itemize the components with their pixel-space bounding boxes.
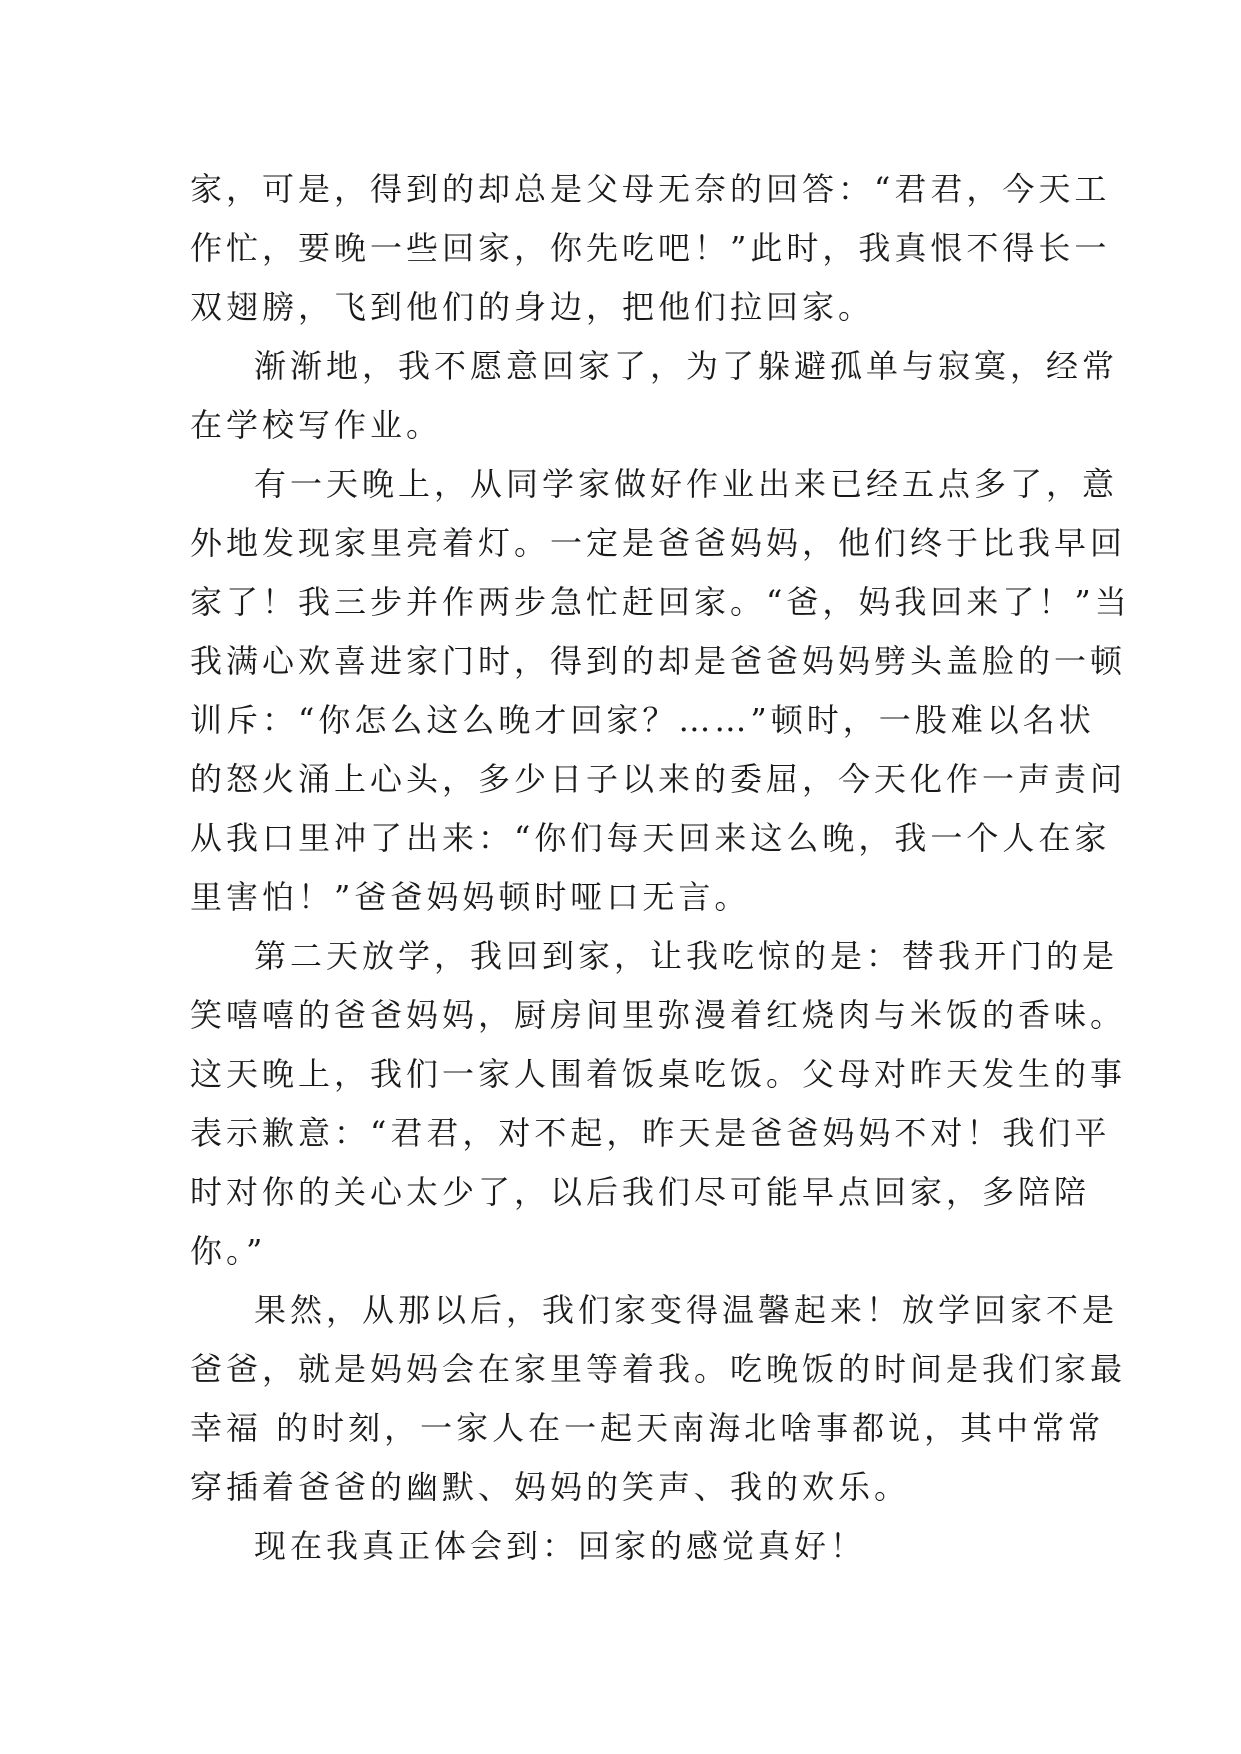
text-line: 从我口里冲了出来：“你们每天回来这么晚，我一个人在家 — [190, 819, 1111, 857]
text-line: 爸爸，就是妈妈会在家里等着我。吃晚饭的时间是我们家最 — [190, 1350, 1127, 1388]
paragraph — [190, 160, 1111, 337]
text-line: 这天晚上，我们一家人围着饭桌吃饭。父母对昨天发生的事 — [190, 1055, 1127, 1093]
text-line: 穿插着爸爸的幽默、妈妈的笑声、我的欢乐。 — [190, 1468, 911, 1506]
text-line: 有一天晚上，从同学家做好作业出来已经五点多了，意 — [254, 465, 1119, 503]
text-line: 家了！我三步并作两步急忙赶回家。“爸，妈我回来了！”当 — [190, 583, 1131, 621]
text-line: 渐渐地，我不愿意回家了，为了躲避孤单与寂寞，经常 — [254, 347, 1119, 385]
text-line: 果然，从那以后，我们家变得温馨起来！放学回家不是 — [254, 1291, 1119, 1329]
text-line: 训斥：“你怎么这么晚才回家？……”顿时，一股难以名状 — [190, 701, 1095, 739]
document-body — [190, 160, 1131, 1576]
text-line: 你。” — [190, 1232, 267, 1270]
text-line: 第二天放学，我回到家，让我吃惊的是：替我开门的是 — [254, 937, 1119, 975]
text-line: 的怒火涌上心头，多少日子以来的委屈，今天化作一声责问 — [190, 760, 1127, 798]
text-line: 家，可是，得到的却总是父母无奈的回答：“君君，今天工 — [190, 170, 1111, 208]
text-line: 表示歉意：“君君，对不起，昨天是爸爸妈妈不对！我们平 — [190, 1114, 1111, 1152]
paragraph — [190, 1281, 1127, 1517]
text-line: 幸福 的时刻，一家人在一起天南海北啥事都说，其中常常 — [190, 1409, 1105, 1447]
text-line: 笑嘻嘻的爸爸妈妈，厨房间里弥漫着红烧肉与米饭的香味。 — [190, 996, 1127, 1034]
text-line: 现在我真正体会到：回家的感觉真好！ — [254, 1527, 867, 1565]
text-line: 在学校写作业。 — [190, 406, 443, 444]
paragraph — [190, 927, 1127, 1281]
text-line: 双翅膀，飞到他们的身边，把他们拉回家。 — [190, 288, 875, 326]
paragraph — [190, 1517, 1060, 1576]
paragraph — [190, 337, 1119, 455]
text-line: 里害怕！”爸爸妈妈顿时哑口无言。 — [190, 878, 751, 916]
text-line: 时对你的关心太少了，以后我们尽可能早点回家，多陪陪 — [190, 1173, 1091, 1211]
text-line: 我满心欢喜进家门时，得到的却是爸爸妈妈劈头盖脸的一顿 — [190, 642, 1127, 680]
paragraph — [190, 455, 1131, 927]
text-line: 作忙，要晚一些回家，你先吃吧！”此时，我真恨不得长一 — [190, 229, 1111, 267]
text-line: 外地发现家里亮着灯。一定是爸爸妈妈，他们终于比我早回 — [190, 524, 1127, 562]
